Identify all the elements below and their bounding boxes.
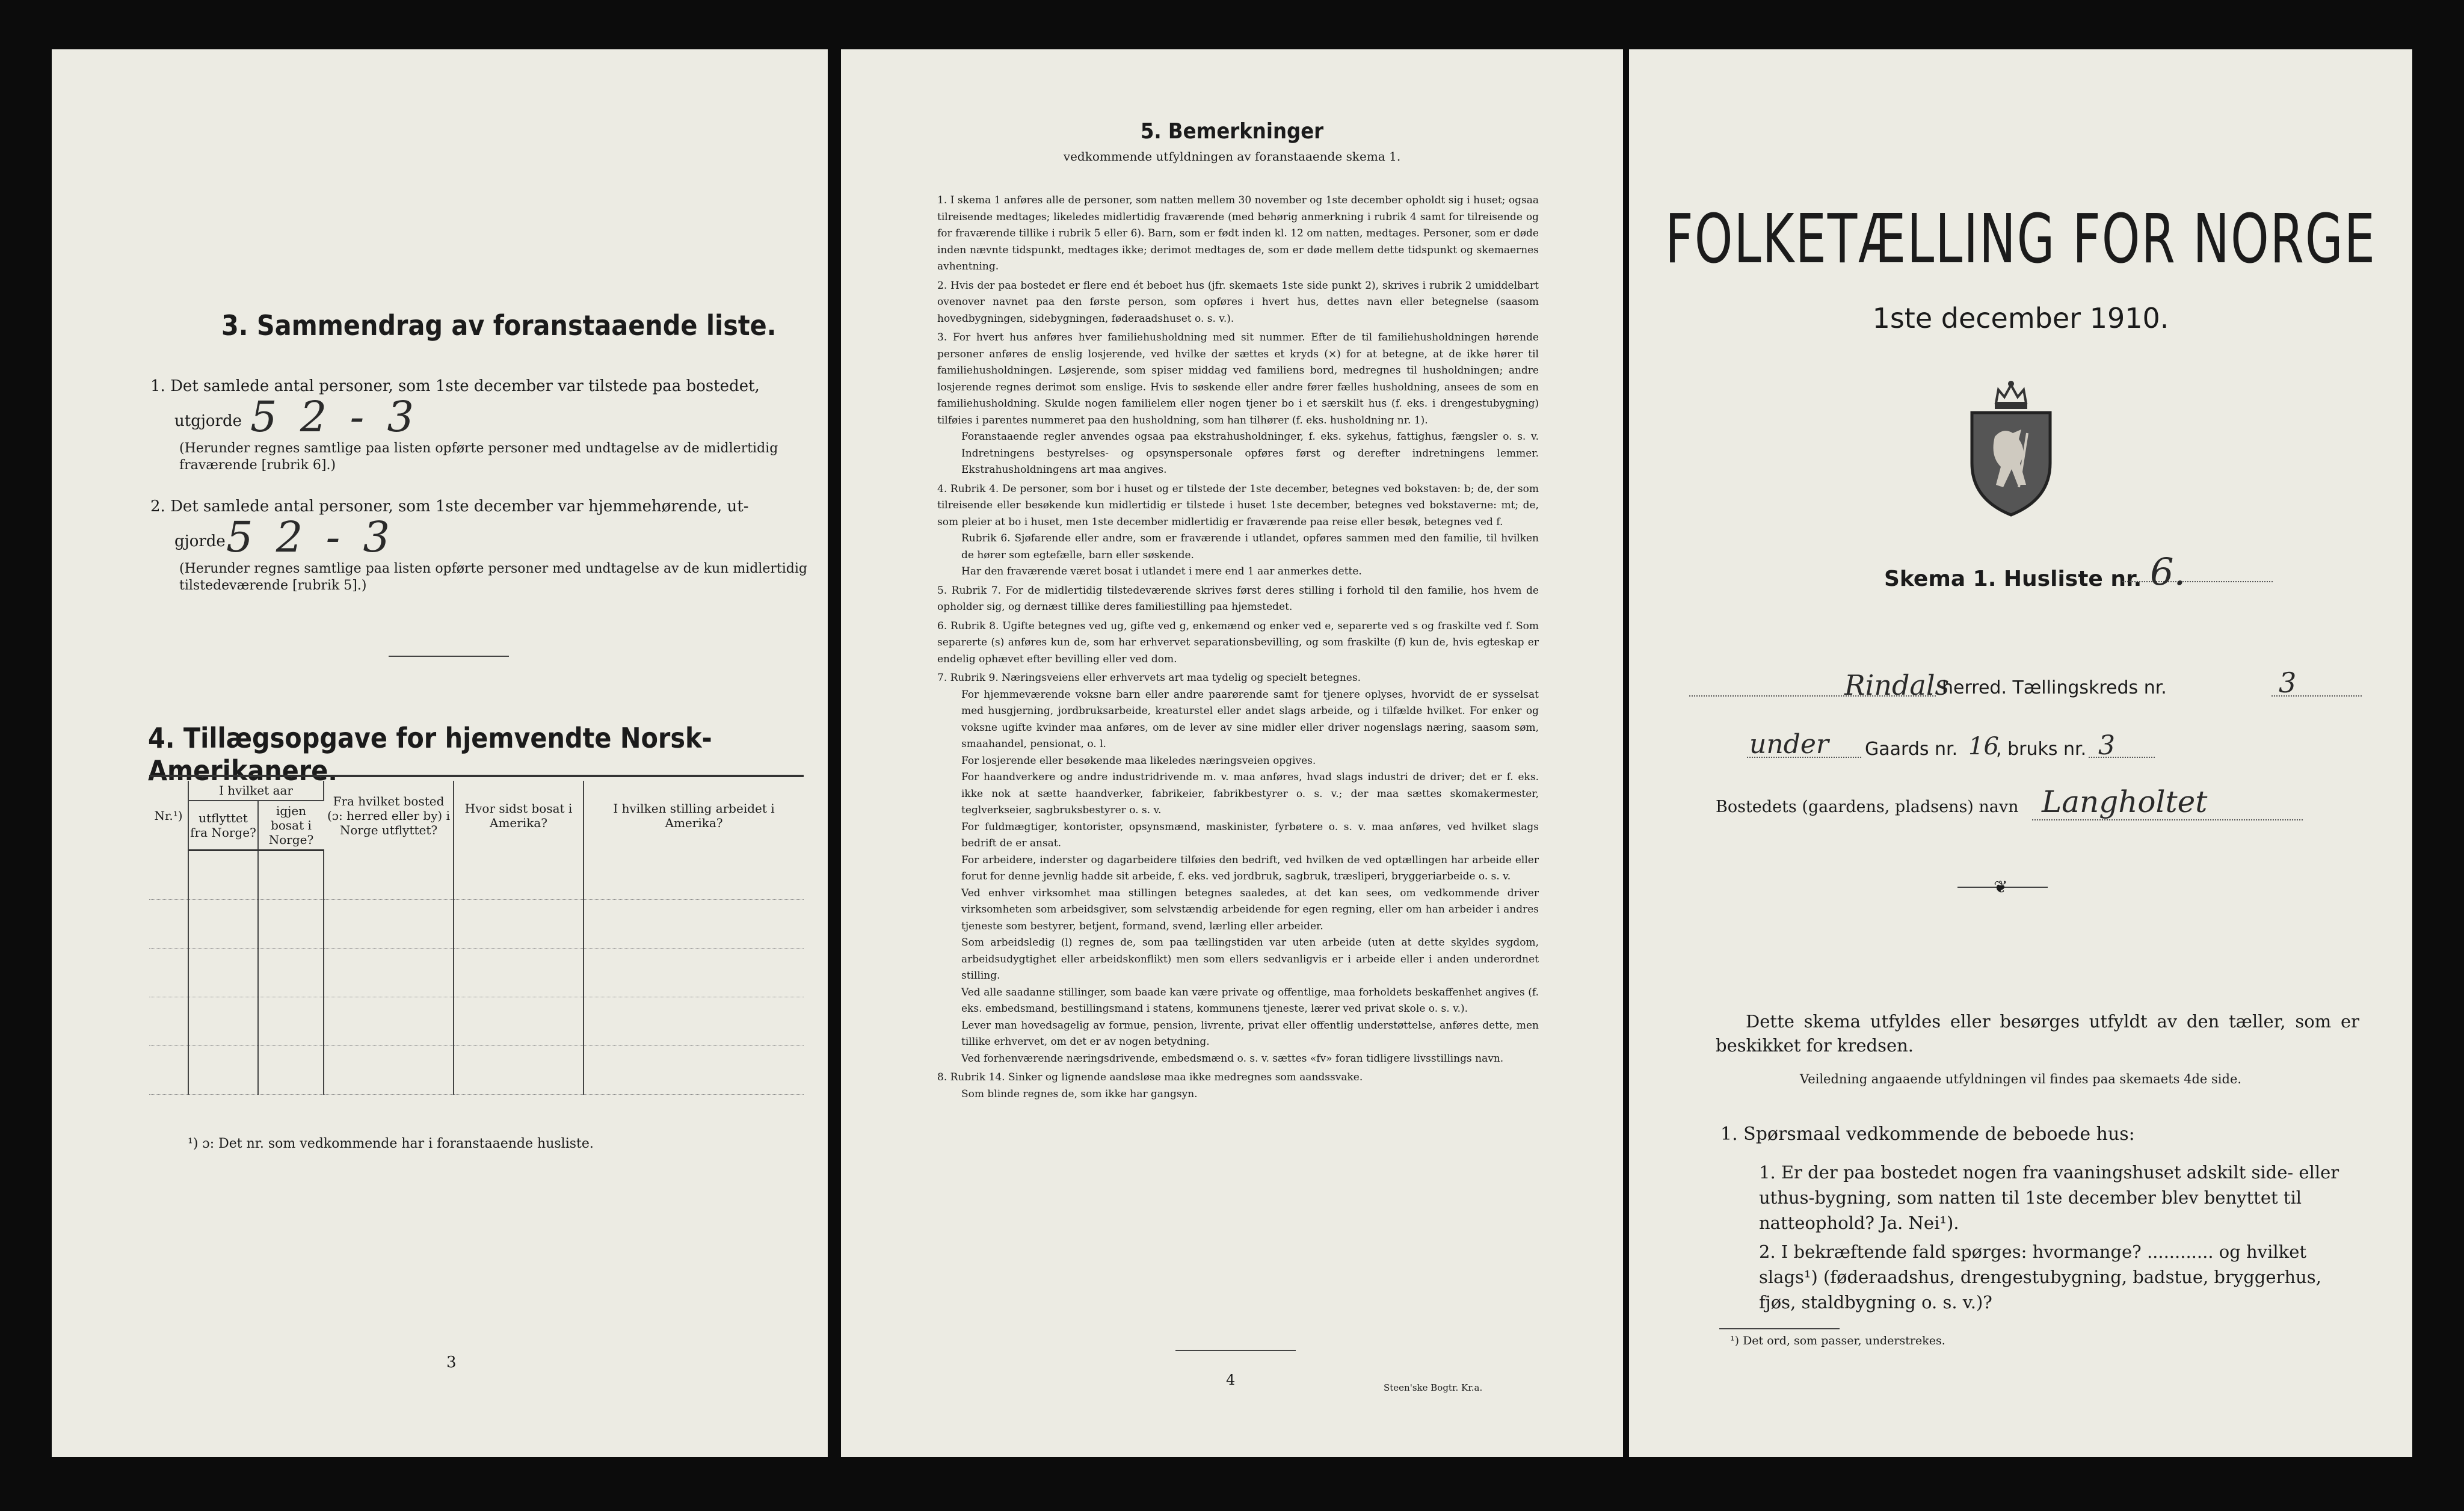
remarks-title: 5. Bemerkninger xyxy=(1140,119,1324,144)
ornament-icon: ❦ xyxy=(1994,877,2008,897)
section3-title: 3. Sammendrag av foranstaaende liste. xyxy=(221,309,777,342)
remark-7g: Ved enhver virksomhet maa stillingen betegnes saaledes, at det kan sees, om vedkommende driver virksomheten som arbeidsgiver, som selvstændig arbeidende for egen regning, eller om han arbeider i andres tjeneste som bestyrer, betjent, formand, svend, lærling eller arbeider. xyxy=(961,887,1539,932)
page-number: 3 xyxy=(446,1353,457,1371)
bosted-line xyxy=(2032,819,2303,820)
main-title: FOLKETÆLLING FOR NORGE xyxy=(1665,200,2376,279)
remark-8: 8. Rubrik 14. Sinker og lignende aandsløse maa ikke medregnes som aandssvake. xyxy=(937,1071,1363,1083)
herred-label: herred. Tællingskreds nr. xyxy=(1942,677,2167,698)
col-fra-bosted: Fra hvilket bosted (ɔ: herred eller by) i Norge utflyttet? xyxy=(324,781,454,851)
table-row xyxy=(149,900,804,949)
section4-title: 4. Tillægsopgave for hjemvendte Norsk-Amerikanere. xyxy=(148,722,712,787)
footnote-rule xyxy=(1719,1328,1840,1329)
remark-1: 1. I skema 1 anføres alle de personer, som natten mellem 30 november og 1ste december opholdt sig i huset; ogsaa tilreisende medtages; likeledes midlertidig fraværende (med behørig anmerkning i rubrik 4 samt for tilreisende og for fraværende tillike i rubrik 5 eller 6). Barn, som er født inden kl. 12 om natten, medtages. Personer, som er døde inden nævnte tidspunkt, medtages ikke; derimot medtages de, som er døde mellem dette tidspunkt og skemaernes avhentning. xyxy=(937,194,1539,272)
item2-text: 2. Det samlede antal personer, som 1ste december var hjemmehørende, ut- xyxy=(150,497,749,515)
husliste-line xyxy=(2122,581,2273,582)
item2-note: (Herunder regnes samtlige paa listen opførte personer med undtagelse av de kun midlertidig tilstedeværende [rubrik 5].) xyxy=(179,561,807,593)
remark-4b: Rubrik 6. Sjøfarende eller andre, som er fraværende i utlandet, opføres sammen med den familie, til hvilken de hører som egtefælle, barn eller søskende. xyxy=(961,532,1539,561)
remarks-list xyxy=(937,192,1539,1103)
census-date: 1ste december 1910. xyxy=(1872,302,2169,334)
kreds-nr: 3 xyxy=(2279,666,2297,699)
remark-7i: Ved alle saadanne stillinger, som baade kan være private og offentlige, maa forholdets beskaffenhet angives (f. eks. embedsmand, bestillingsmand i statens, kommunens tjeneste, lærer ved privat skole o. s. v.). xyxy=(961,986,1539,1015)
remark-3: 3. For hvert hus anføres hver familiehusholdning med sit nummer. Efter de til familiehusholdningen hørende personer anføres de enslig losjerende, ved hvilke der sættes et kryds (×) for at betegne, at de ikke hører til familiehusholdningen. Løsjerende, som spiser middag ved familiens bord, medregnes til husholdningen; andre losjerende regnes derimot som enslige. Hvis to søskende eller andre fører fælles husholdning, ansees de som en familiehusholdning. Skulde nogen familielem eller nogen tjener bo i et særskilt hus (f. eks. i drengestubygning) tilføies i parentes nummeret paa den husholdning, som han tilhører (f. eks. husholdning nr. 1). xyxy=(937,331,1539,426)
remark-7e: For fuldmægtiger, kontorister, opsynsmænd, maskinister, fyrbøtere o. s. v. maa anføres, ved hvilket slags bedrift de er ansat. xyxy=(961,820,1539,849)
bruks-label: , bruks nr. xyxy=(1996,739,2087,760)
item1-utgjorde-label: utgjorde xyxy=(174,412,242,430)
remark-7f: For arbeidere, inderster og dagarbeidere tilføies den bedrift, ved hvilken de ved optællingen har arbeide eller forut for denne jevnlig hadde sit arbeide, f. eks. ved jordbruk, sagbruk, træsliperi, bryggeriarbeide o. s. v. xyxy=(961,854,1539,882)
col-nr: Nr.¹) xyxy=(149,781,188,851)
table-row xyxy=(149,1046,804,1095)
item2-gjorde-label: gjorde xyxy=(174,532,226,550)
veiledning-text: Veiledning angaaende utfyldningen vil findes paa skemaets 4de side. xyxy=(1799,1072,2242,1086)
remark-7: 7. Rubrik 9. Næringsveiens eller erhvervets art maa tydelig og specielt betegnes. xyxy=(937,672,1361,684)
item1-handwritten-values: 5 2 - 3 xyxy=(250,392,419,442)
col-stilling: I hvilken stilling arbeidet i Amerika? xyxy=(613,801,775,830)
item2-handwritten-values: 5 2 - 3 xyxy=(226,512,395,562)
remark-6: 6. Rubrik 8. Ugifte betegnes ved ug, gifte ved g, enkemænd og enker ved e, separerte ved s og fraskilte ved f. Som separerte (s) anføres kun de, som har erhvervet separationsbevilling, og som fraskilte (f) kun de, hvis egteskap er endelig ophævet efter bevilling eller ved dom. xyxy=(937,620,1539,665)
table-row xyxy=(149,851,804,900)
page-number: 4 xyxy=(1226,1371,1236,1388)
bosted-label: Bostedets (gaardens, pladsens) navn xyxy=(1716,798,2019,816)
bruks-nr: 3 xyxy=(2098,730,2115,761)
question-2: 2. I bekræftende fald spørges: hvormange? ............ og hvilket slags¹) (føderaadshus, drengestubygning, badstue, bryggerhus, fjøs, staldbygning o. s. v.)? xyxy=(1759,1242,2321,1313)
page-3 xyxy=(52,49,828,1457)
col-utflyttet: utflyttet fra Norge? xyxy=(188,801,258,851)
page-4 xyxy=(841,49,1623,1457)
husliste-nr: 6. xyxy=(2150,550,2186,594)
table-row xyxy=(149,949,804,997)
col-group-hvilket-aar: I hvilket aar xyxy=(188,781,324,801)
bosted-value: Langholtet xyxy=(2042,784,2208,819)
remark-4: 4. Rubrik 4. De personer, som bor i huset og er tilstede der 1ste december, betegnes ved bokstaven: b; de, der som tilreisende eller besøkende kun midlertidig er tilstede i huset 1ste december, betegnes ved bokstaverne: mt; de, som pleier at bo i huset, men 1ste december midlertidig er fraværende paa reise eller besøk, betegnes ved f. xyxy=(937,482,1539,528)
table-row xyxy=(149,997,804,1046)
divider xyxy=(389,656,509,657)
remark-7h: Som arbeidsledig (l) regnes de, som paa tællingstiden var uten arbeide (uten at dette skyldes sygdom, arbeidsudygtighet eller arbeidskonflikt) men som ellers sedvanligvis er i arbeide eller i anden underordnet stilling. xyxy=(961,937,1539,982)
remark-7b: For hjemmeværende voksne barn eller andre paarørende samt for tjenere oplyses, hvorvidt de er sysselsat med husgjerning, jordbruksarbeide, kreaturstel eller andet slags arbeide, og i tilfælde hvilket. For enker og voksne ugifte kvinder maa anføres, om de lever av sine midler eller driver nogenslags næring, saasom søm, smaahandel, pensionat, o. l. xyxy=(961,688,1539,750)
item1-text: 1. Det samlede antal personer, som 1ste december var tilstede paa bostedet, xyxy=(150,377,760,395)
divider xyxy=(1175,1350,1296,1351)
intro-text: Dette skema utfyldes eller besørges utfyldt av den tæller, som er beskikket for kredsen. xyxy=(1716,1011,2359,1056)
col-igjen-bosat: igjen bosat i Norge? xyxy=(258,801,324,851)
printer-credit: Steen'ske Bogtr. Kr.a. xyxy=(1384,1382,1483,1393)
kreds-line xyxy=(2272,695,2362,697)
question-section-title: 1. Spørsmaal vedkommende de beboede hus: xyxy=(1720,1124,2135,1145)
remarks-subtitle: vedkommende utfyldningen av foranstaaende skema 1. xyxy=(1063,149,1401,164)
under-value: under xyxy=(1749,729,1829,760)
remark-7c: For losjerende eller besøkende maa likeledes næringsveien opgives. xyxy=(961,754,1316,767)
col-sidst-bosat: Hvor sidst bosat i Amerika? xyxy=(454,781,584,851)
remark-3b: Foranstaaende regler anvendes ogsaa paa ekstrahusholdninger, f. eks. sykehus, fattighus, fængsler o. s. v. Indretningens bestyrelses- og opsynspersonale opføres først og derefter indretningens lemmer. Ekstrahusholdningens art maa angives. xyxy=(961,431,1539,476)
coat-of-arms-icon xyxy=(1961,379,2061,517)
remark-7k: Ved forhenværende næringsdrivende, embedsmænd o. s. v. sættes «fv» foran tidligere livsstillings navn. xyxy=(961,1052,1504,1065)
question-1: 1. Er der paa bostedet nogen fra vaaningshuset adskilt side- eller uthus-bygning, som natten til 1ste december blev benyttet til natteophold? Ja. Nei¹). xyxy=(1759,1162,2339,1233)
remark-7j: Lever man hovedsagelig av formue, pension, livrente, privat eller offentlig understøttelse, anføres dette, men tillike erhvervet, om det er av nogen betydning. xyxy=(961,1019,1539,1048)
remark-7d: For haandverkere og andre industridrivende m. v. maa anføres, hvad slags industri de driver; det er f. eks. ikke nok at sætte haandverker, fabrikeier, fabrikbestyrer o. s. v.; der maa sættes skomakermester, teglverkseier, sagbruksbestyrer o. s. v. xyxy=(961,771,1539,816)
bruks-line xyxy=(2089,757,2155,758)
table-top-rule xyxy=(149,775,804,777)
norsk-amerikanere-table xyxy=(149,781,804,1095)
gaards-label: Gaards nr. xyxy=(1865,739,1958,760)
skema-label: Skema 1. Husliste nr. xyxy=(1884,567,2142,591)
item1-note: (Herunder regnes samtlige paa listen opførte personer med undtagelse av de midlertidig fraværende [rubrik 6].) xyxy=(179,441,778,473)
footnote: ¹) Det ord, som passer, understrekes. xyxy=(1730,1334,1945,1347)
remark-8b: Som blinde regnes de, som ikke har gangsyn. xyxy=(961,1088,1198,1100)
table-footnote: ¹) ɔ: Det nr. som vedkommende har i foranstaaende husliste. xyxy=(188,1136,594,1151)
gaards-nr: 16 xyxy=(1968,733,1999,760)
remark-4c: Har den fraværende været bosat i utlandet i mere end 1 aar anmerkes dette. xyxy=(961,565,1362,577)
remark-2: 2. Hvis der paa bostedet er flere end ét beboet hus (jfr. skemaets 1ste side punkt 2), skrives i rubrik 2 umiddelbart ovenover navnet paa den første person, som opføres i hvert hus, dettes navn eller betegnelse (saasom hovedbygningen, sidebygningen, føderaadshuset o. s. v.). xyxy=(937,279,1539,325)
remark-5: 5. Rubrik 7. For de midlertidig tilstedeværende skrives først deres stilling i forhold til den familie, hos hvem de opholder sig, og dernæst tillike deres familiestilling paa hjemstedet. xyxy=(937,584,1539,613)
page-1 xyxy=(1629,49,2412,1457)
herred-value: Rindals xyxy=(1844,669,1950,701)
